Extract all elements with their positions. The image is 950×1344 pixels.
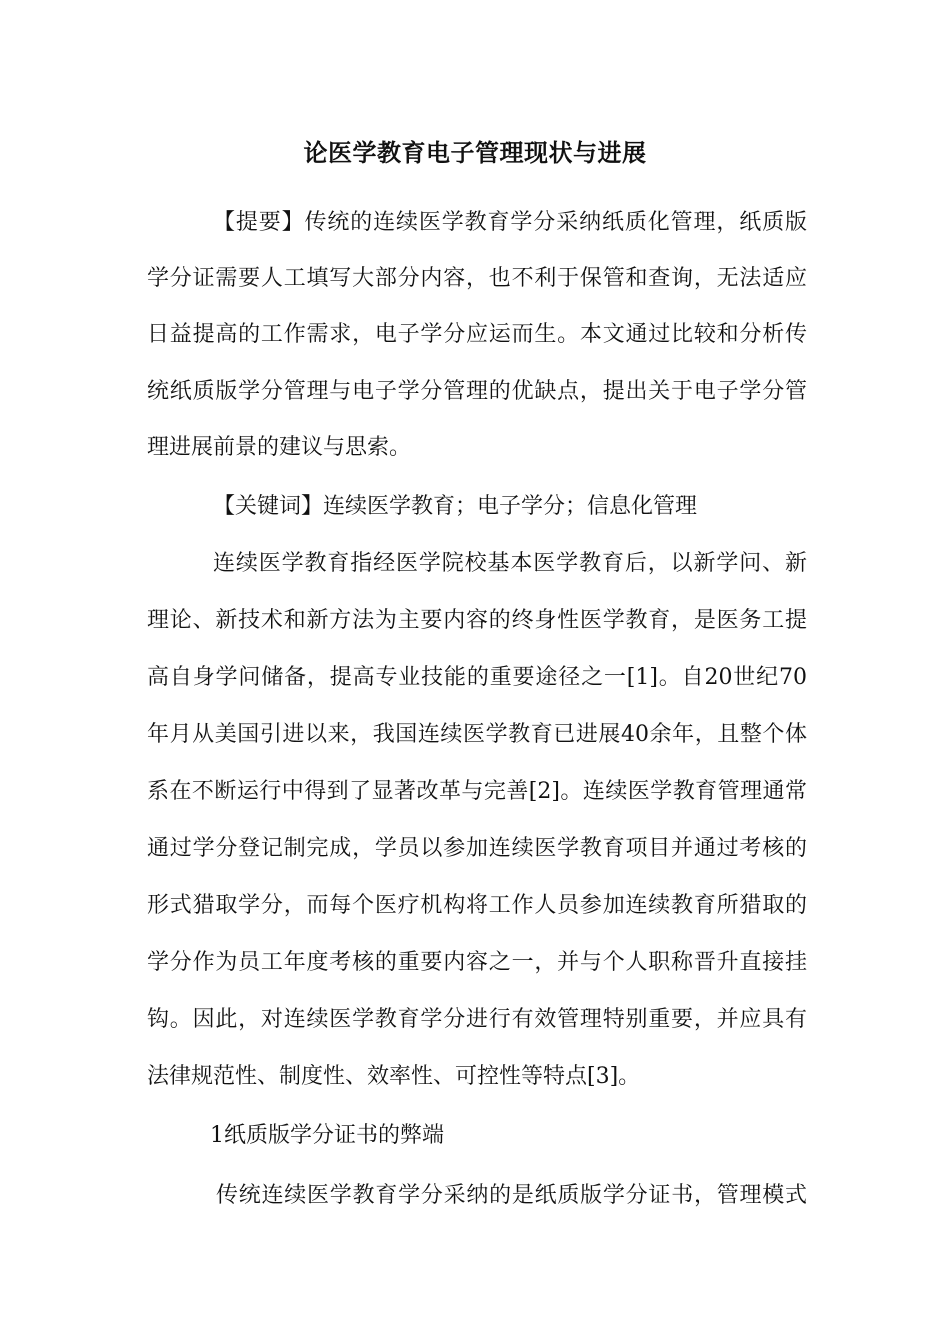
abstract-line: 学分证需要人工填写大部分内容，也不利于保管和查询，无法适应	[147, 266, 807, 291]
section-body-line: 传统连续医学教育学分采纳的是纸质版学分证书，管理模式	[216, 1183, 807, 1208]
body-line: 钩。因此，对连续医学教育学分进行有效管理特别重要，并应具有	[147, 1007, 807, 1032]
body-line: 系在不断运行中得到了显著改革与完善[2]。连续医学教育管理通常	[147, 779, 807, 804]
document-title: 论医学教育电子管理现状与进展	[303, 139, 647, 167]
body-line: 通过学分登记制完成，学员以参加连续医学教育项目并通过考核的	[147, 836, 807, 861]
body-line: 学分作为员工年度考核的重要内容之一，并与个人职称晋升直接挂	[147, 950, 807, 975]
keywords-line: 【关键词】连续医学教育；电子学分；信息化管理	[213, 494, 698, 519]
abstract-line: 统纸质版学分管理与电子学分管理的优缺点，提出关于电子学分管	[147, 379, 807, 404]
body-line: 连续医学教育指经医学院校基本医学教育后，以新学问、新	[213, 551, 807, 576]
abstract-line: 日益提高的工作需求，电子学分应运而生。本文通过比较和分析传	[147, 322, 807, 347]
body-line: 高自身学问储备，提高专业技能的重要途径之一[1]。自20世纪70	[147, 665, 807, 690]
body-line: 年月从美国引进以来，我国连续医学教育已进展40余年，且整个体	[147, 722, 807, 747]
body-line: 理论、新技术和新方法为主要内容的终身性医学教育，是医务工提	[147, 608, 807, 633]
section-heading: 1纸质版学分证书的弊端	[210, 1123, 444, 1148]
abstract-line: 【提要】传统的连续医学教育学分采纳纸质化管理，纸质版	[213, 210, 807, 235]
body-line: 法律规范性、制度性、效率性、可控性等特点[3]。	[147, 1064, 641, 1089]
body-line: 形式猎取学分，而每个医疗机构将工作人员参加连续教育所猎取的	[147, 893, 807, 918]
abstract-line: 理进展前景的建议与思索。	[147, 435, 412, 460]
